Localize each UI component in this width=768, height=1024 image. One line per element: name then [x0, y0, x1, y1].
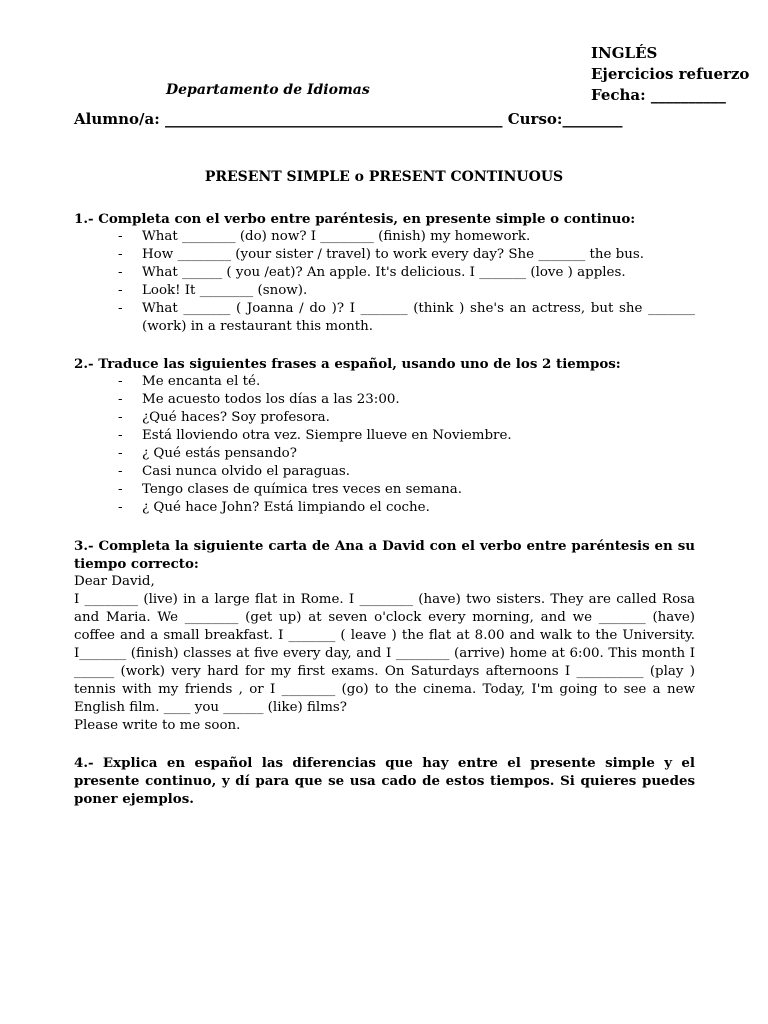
- list-item: - Casi nunca olvido el paraguas.: [118, 464, 351, 479]
- item-text: Casi nunca olvido el paraguas.: [142, 464, 351, 479]
- letter-greeting: Dear David,: [74, 574, 155, 589]
- exercise-3: [74, 537, 695, 735]
- item-text: Me acuesto todos los días a las 23:00.: [142, 392, 400, 407]
- list-item: - ¿ Qué hace John? Está limpiando el coche.: [118, 500, 430, 515]
- item-text: Está lloviendo otra vez. Siempre llueve en Noviembre.: [142, 428, 512, 443]
- item-text: What ______ ( you /eat)? An apple. It's delicious. I _______ (love ) apples.: [142, 265, 626, 280]
- worksheet-type: Ejercicios refuerzo: [591, 65, 750, 83]
- exercise-1-list: [74, 228, 695, 336]
- letter-body: I ________ (live) in a large flat in Rome. I ________ (have) two sisters. They are called Rosa and Maria. We ________ (get up) at seven o'clock every morning, and we _______ (have) coffee and a small breakfast. I _______ ( leave ) the flat at 8.00 and walk to the University. I_______ (finish) classes at five every day, and I ________ (arrive) home at 6:00. This month I ______ (work) very hard for my first exams. On Saturdays afternoons I __________ (play ) tennis with my friends , or I ________ (go) to the cinema. Today, I'm going to see a new English film. ____ you ______ (like) films?: [74, 592, 695, 715]
- department-name: Departamento de Idiomas: [166, 82, 370, 98]
- list-item: - Tengo clases de química tres veces en semana.: [118, 482, 462, 497]
- exercise-2-title: 2.- Traduce las siguientes frases a español, usando uno de los 2 tiempos:: [74, 356, 621, 372]
- item-text: Tengo clases de química tres veces en semana.: [142, 482, 462, 497]
- header-info: [591, 43, 749, 106]
- item-text: What _______ ( Joanna / do )? I _______ (think ) she's an actress, but she _______ (work) in a restaurant this month.: [142, 301, 695, 334]
- exercise-2: [74, 355, 695, 517]
- exercise-1: [74, 210, 695, 336]
- exercise-1-title: 1.- Completa con el verbo entre paréntesis, en presente simple o continuo:: [74, 211, 636, 227]
- item-text: Me encanta el té.: [142, 374, 261, 389]
- item-text: Look! It ________ (snow).: [142, 283, 308, 298]
- list-item: - Está lloviendo otra vez. Siempre llueve en Noviembre.: [118, 428, 512, 443]
- list-item: - Me encanta el té.: [118, 374, 261, 389]
- item-text: ¿Qué haces? Soy profesora.: [142, 410, 330, 425]
- item-text: What ________ (do) now? I ________ (finish) my homework.: [142, 229, 531, 244]
- list-item: - Me acuesto todos los días a las 23:00.: [118, 392, 400, 407]
- letter-closing: Please write to me soon.: [74, 718, 241, 733]
- subject-label: INGLÉS: [591, 44, 658, 62]
- item-text: How ________ (your sister / travel) to work every day? She _______ the bus.: [142, 247, 644, 262]
- list-item: - ¿Qué haces? Soy profesora.: [118, 410, 330, 425]
- exercise-2-list: [74, 373, 695, 517]
- list-item: - Look! It ________ (snow).: [118, 283, 308, 298]
- list-item: - What ______ ( you /eat)? An apple. It's delicious. I _______ (love ) apples.: [118, 265, 626, 280]
- date-field: Fecha: __________: [591, 86, 726, 104]
- list-item: - What _______ ( Joanna / do )? I _______ (think ) she's an actress, but she _______ (work) in a restaurant this month.: [118, 301, 695, 334]
- item-text: ¿ Qué hace John? Está limpiando el coche.: [142, 500, 430, 515]
- page-title: PRESENT SIMPLE o PRESENT CONTINUOUS: [204, 169, 564, 185]
- list-item: - What ________ (do) now? I ________ (finish) my homework.: [118, 229, 531, 244]
- exercise-3-title: 3.- Completa la siguiente carta de Ana a David con el verbo entre paréntesis en su tiempo correcto:: [74, 538, 695, 572]
- exercise-4-title: 4.- Explica en español las diferencias que hay entre el presente simple y el presente continuo, y dí para que se usa cado de estos tiempos. Si quieres puedes poner ejemplos.: [74, 755, 695, 807]
- item-text: ¿ Qué estás pensando?: [142, 446, 297, 461]
- list-item: - ¿ Qué estás pensando?: [118, 446, 297, 461]
- list-item: - How ________ (your sister / travel) to work every day? She _______ the bus.: [118, 247, 644, 262]
- exercise-4: [74, 754, 695, 808]
- student-course-line: Alumno/a: _____________________________________________ Curso:________: [74, 110, 623, 128]
